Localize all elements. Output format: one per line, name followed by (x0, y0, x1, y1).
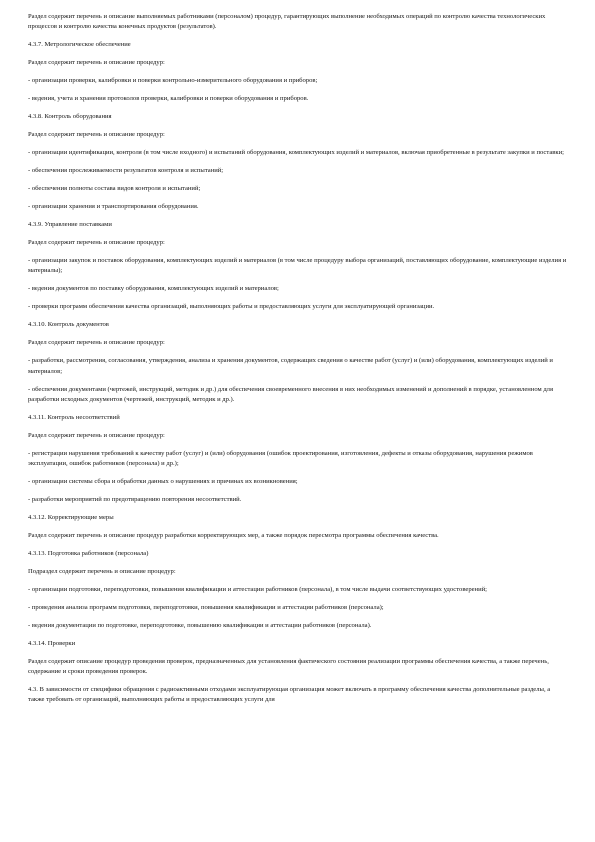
list-item: - обеспечения полноты состава видов контроля и испытаний; (28, 185, 201, 193)
section-intro: Раздел содержит перечень и описание процедур: (28, 339, 165, 347)
section-heading-4-3-14: 4.3.14. Проверки (28, 640, 76, 648)
section-intro: Подраздел содержит перечень и описание процедур: (28, 568, 176, 576)
section-heading-4-3-9: 4.3.9. Управление поставками (28, 221, 112, 229)
section-paragraph: Раздел содержит описание процедур проведения проверок, предназначенных для установления фактического состояния реализации программы обеспечения качества, а также перечень, содержание и сроки проведения проверок. (28, 658, 549, 676)
section-paragraph: Раздел содержит перечень и описание процедур разработки корректирующих мер, а также порядок пересмотра программы обеспечения качества. (28, 532, 439, 540)
section-heading-4-3-12: 4.3.12. Корректирующие меры (28, 514, 114, 522)
list-item: - организации идентификации, контроля (в том числе входного) и испытаний оборудования, комплектующих изделий и материалов, включая приобретенные в результате закупки и поставки; (28, 149, 564, 157)
list-item: - проведения анализа программ подготовки, переподготовки, повышения квалификации и аттестации работников (персонала); (28, 604, 384, 612)
list-item: - разработки, рассмотрения, согласования, утверждения, анализа и хранения документов, содержащих сведения о качестве работ (услуг) и (или) оборудования, комплектующих изделий и материалов; (28, 357, 553, 375)
list-item: - организации системы сбора и обработки данных о нарушениях и причинах их возникновения; (28, 478, 298, 486)
list-item: - ведения, учета и хранения протоколов проверки, калибровки и поверки оборудования и приборов. (28, 95, 309, 103)
list-item: - ведения документов по поставку оборудования, комплектующих изделий и материалов; (28, 285, 279, 293)
section-heading-4-3-7: 4.3.7. Метрологическое обеспечение (28, 41, 131, 49)
list-item: - ведения документации по подготовке, переподготовке, повышению квалификации и аттестации работников (персонала). (28, 622, 372, 630)
list-item: - обеспечения документами (чертежей, инструкций, методик и др.) для обеспечения своевременного внесения в них необходимых изменений и дополнений в порядке, установленном для разработки исходных документов (чертежей, инструкций, методик и др.). (28, 385, 553, 403)
list-item: - регистрации нарушения требований к качеству работ (услуг) и (или) оборудования (ошибок проектирования, изготовления, дефекты и отказы оборудования, нарушения режимов эксплуатации, ошибок работников (персонала) и др.); (28, 449, 533, 468)
closing-paragraph: 4.3. В зависимости от специфики обращения с радиоактивными отходами эксплуатирующая организация может включать в программу обеспечения качества дополнительные разделы, а также требовать от организаций, выполняющих работы и предоставляющих услуги для (28, 686, 551, 704)
section-intro: Раздел содержит перечень и описание процедур: (28, 239, 165, 247)
section-intro: Раздел содержит перечень и описание процедур: (28, 431, 165, 439)
list-item: - организации проверки, калибровки и поверки контрольно-измерительного оборудования и приборов; (28, 77, 318, 85)
intro-paragraph: Раздел содержит перечень и описание выполняемых работниками (персоналом) процедур, гарантирующих выполнение необходимых операций по контролю качества технологических процессов и контролю качества конечных продуктов (результатов). (28, 13, 546, 31)
list-item: - проверки программ обеспечения качества организаций, выполняющих работы и предоставляющих услуги для эксплуатирующей организации. (28, 303, 435, 311)
section-heading-4-3-11: 4.3.11. Контроль несоответствий (28, 413, 120, 421)
section-intro: Раздел содержит перечень и описание процедур: (28, 131, 165, 139)
section-intro: Раздел содержит перечень и описание процедур: (28, 59, 165, 67)
section-heading-4-3-10: 4.3.10. Контроль документов (28, 321, 109, 329)
list-item: - разработки мероприятий по предотвращению повторения несоответствий. (28, 496, 242, 504)
list-item: - организации хранения и транспортирования оборудования. (28, 203, 199, 211)
list-item: - организации закупок и поставок оборудования, комплектующих изделий и материалов (в том числе процедуру выбора организаций, поставляющих оборудование, комплектующие изделия и материалы); (28, 257, 567, 275)
list-item: - организации подготовки, переподготовки, повышения квалификации и аттестации работников (персонала), в том числе выдачи соответствующих удостоверений; (28, 586, 487, 594)
section-heading-4-3-8: 4.3.8. Контроль оборудования (28, 113, 112, 121)
list-item: - обеспечения прослеживаемости результатов контроля и испытаний; (28, 167, 224, 175)
section-heading-4-3-13: 4.3.13. Подготовка работников (персонала) (28, 550, 149, 558)
